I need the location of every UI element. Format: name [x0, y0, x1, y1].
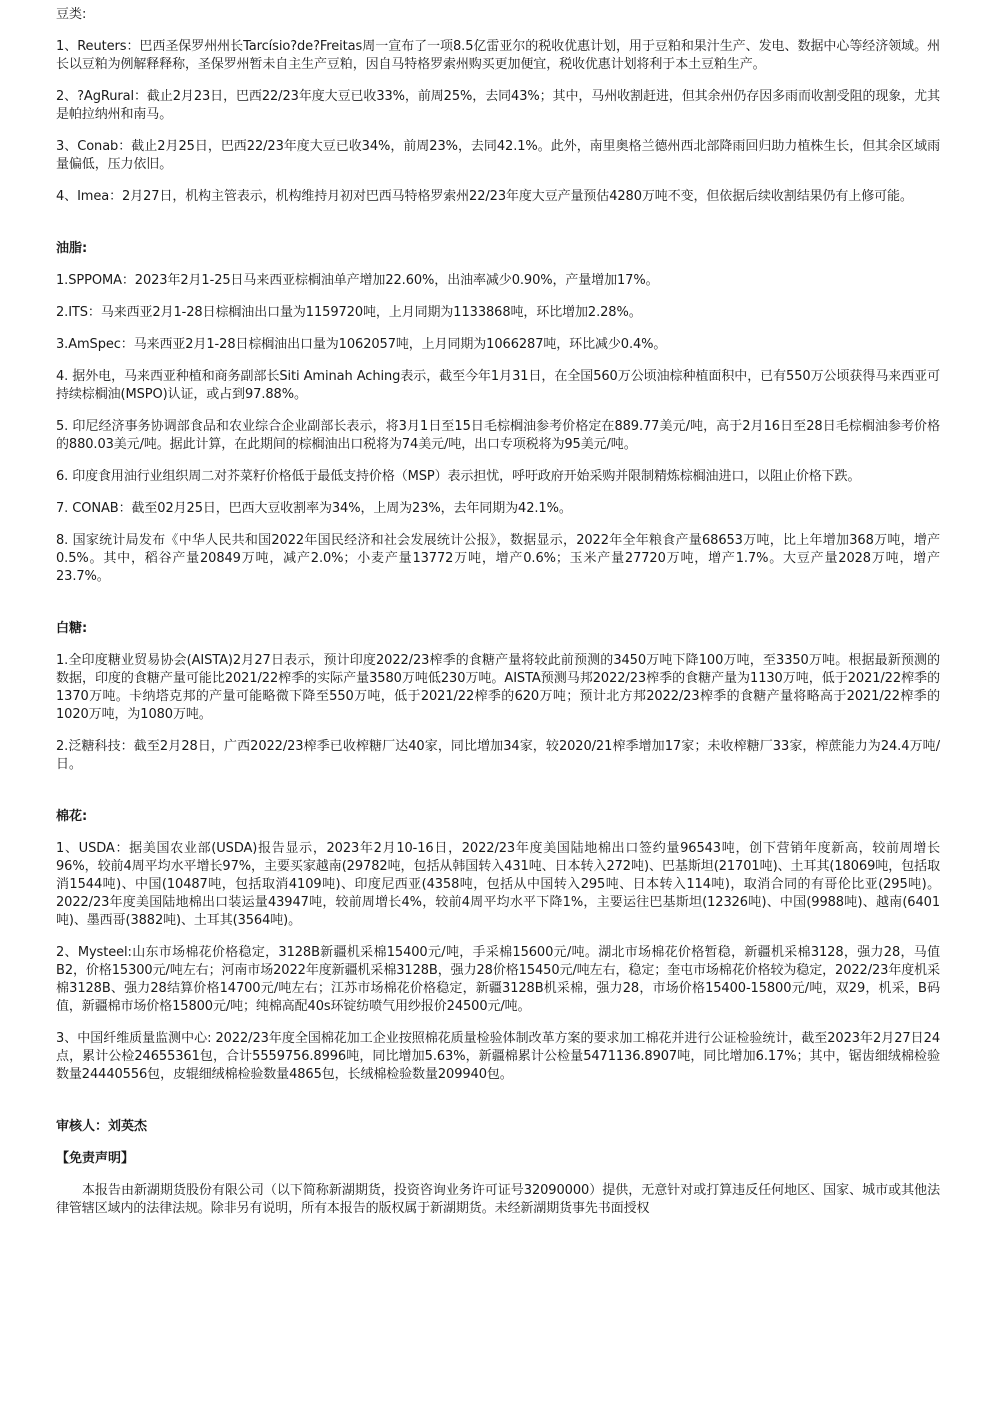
oils-item-6: 6. 印度食用油行业组织周二对芥菜籽价格低于最低支持价格（MSP）表示担忧，呼吁政府开始采购并限制精炼棕榈油进口，以阻止价格下跌。	[56, 469, 861, 484]
soy-item-4: 4、Imea：2月27日，机构主管表示，机构维持月初对巴西马特格罗索州22/23年度大豆产量预估4280万吨不变，但依据后续收割结果仍有上修可能。	[56, 189, 913, 204]
oils-item-5: 5. 印尼经济事务协调部食品和农业综合企业副部长表示，将3月1日至15日毛棕榈油参考价格定在889.77美元/吨，高于2月16日至28日毛棕榈油参考价格的880.03美元/吨。据此计算，在此期间的棕榈油出口税将为74美元/吨，出口专项税将为95美元/吨。	[56, 419, 940, 452]
soy-item-2: 2、?AgRural：截止2月23日，巴西22/23年度大豆已收33%，前周25%，去同43%；其中，马州收割赶进，但其余州仍存因多雨而收割受阻的现象，尤其是帕拉纳州和南马。	[56, 89, 940, 122]
oils-item-8: 8. 国家统计局发布《中华人民共和国2022年国民经济和社会发展统计公报》，数据显示，2022年全年粮食产量68653万吨，比上年增加368万吨，增产0.5%。其中，稻谷产量20849万吨，减产2.0%；小麦产量13772万吨，增产0.6%；玉米产量27720万吨，增产1.7%。大豆产量2028万吨，增产23.7%。	[56, 533, 940, 584]
oils-item-3: 3.AmSpec：马来西亚2月1-28日棕榈油出口量为1062057吨，上月同期为1066287吨，环比减少0.4%。	[56, 337, 667, 352]
cotton-item-3: 3、中国纤维质量监测中心: 2022/23年度全国棉花加工企业按照棉花质量检验体制改革方案的要求加工棉花并进行公证检验统计，截至2023年2月27日24点，累计公检24655361包，合计5559756.8996吨，同比增加5.63%，新疆棉累计公检量5471136.8907吨，同比增加6.17%；其中，锯齿细绒棉检验数量24440556包，皮辊细绒棉检验数量4865包，长绒棉检验数量209940包。	[56, 1031, 940, 1082]
disclaimer-title: 【免责声明】	[56, 1151, 135, 1166]
sugar-item-2: 2.泛糖科技：截至2月28日，广西2022/23榨季已收榨糖厂达40家，同比增加34家，较2020/21榨季增加17家；未收榨糖厂33家，榨蔗能力为24.4万吨/日。	[56, 739, 940, 772]
section-title-soy: 豆类:	[56, 7, 87, 22]
oils-item-4: 4. 据外电，马来西亚种植和商务副部长Siti Aminah Aching表示，截至今年1月31日，在全国560万公顷油棕种植面积中，已有550万公顷获得马来西亚可持续棕榈油(MSPO)认证，或占到97.88%。	[56, 369, 940, 402]
cotton-item-1: 1、USDA：据美国农业部(USDA)报告显示，2023年2月10-16日，2022/23年度美国陆地棉出口签约量96543吨，创下营销年度新高，较前周增长96%，较前4周平均水平增长97%，主要买家越南(29782吨，包括从韩国转入431吨、日本转入272吨)、巴基斯坦(21701吨)、土耳其(18069吨，包括取消1544吨)、中国(10487吨，包括取消4109吨)、印度尼西亚(4358吨，包括从中国转入295吨、日本转入114吨)，取消合同的有哥伦比亚(295吨)。2022/23年度美国陆地棉出口装运量43947吨，较前周增长4%，较前4周平均水平下降1%，主要运往巴基斯坦(12326吨)、中国(9988吨)、越南(6401吨)、墨西哥(3882吨)、土耳其(3564吨)。	[56, 841, 940, 928]
reviewer-line: 审核人：刘英杰	[56, 1119, 148, 1134]
oils-item-7: 7. CONAB：截至02月25日，巴西大豆收割率为34%，上周为23%，去年同期为42.1%。	[56, 501, 572, 516]
sugar-item-1: 1.全印度糖业贸易协会(AISTA)2月27日表示，预计印度2022/23榨季的食糖产量将较此前预测的3450万吨下降100万吨，至3350万吨。根据最新预测的数据，印度的食糖产量可能比2021/22榨季的实际产量3580万吨低230万吨。AISTA预测马邦2022/23榨季的食糖产量为1130万吨，低于2021/22榨季的1370万吨。卡纳塔克邦的产量可能略微下降至550万吨，低于2021/22榨季的620万吨；预计北方邦2022/23榨季的食糖产量将略高于2021/22榨季的1020万吨，为1080万吨。	[56, 653, 940, 722]
oils-item-1: 1.SPPOMA：2023年2月1-25日马来西亚棕榈油单产增加22.60%，出油率减少0.90%，产量增加17%。	[56, 273, 659, 288]
report-body	[56, 6, 940, 1218]
section-title-cotton: 棉花:	[56, 809, 88, 824]
soy-item-3: 3、Conab：截止2月25日，巴西22/23年度大豆已收34%，前周23%，去同42.1%。此外，南里奥格兰德州西北部降雨回归助力植株生长，但其余区域雨量偏低，压力依旧。	[56, 139, 940, 172]
disclaimer-text: 本报告由新湖期货股份有限公司（以下简称新湖期货，投资咨询业务许可证号32090000）提供，无意针对或打算违反任何地区、国家、城市或其他法律管辖区域内的法律法规。除非另有说明，所有本报告的版权属于新湖期货。未经新湖期货事先书面授权	[56, 1183, 940, 1216]
section-title-oils: 油脂:	[56, 241, 88, 256]
cotton-item-2: 2、Mysteel:山东市场棉花价格稳定，3128B新疆机采棉15400元/吨，手采棉15600元/吨。湖北市场棉花价格暂稳，新疆机采棉3128，强力28，马值B2，价格15300元/吨左右；河南市场2022年度新疆机采棉3128B，强力28价格15450元/吨左右，稳定；奎屯市场棉花价格较为稳定，2022/23年度机采棉3128B、强力28结算价格14700元/吨左右；江苏市场棉花价格稳定，新疆3128B机采棉，强力28，市场价格15400-15800元/吨，双29，机采，B码值，新疆棉市场价格15800元/吨；纯棉高配40s环锭纺喷气用纱报价24500元/吨。	[56, 945, 940, 1014]
soy-item-1: 1、Reuters：巴西圣保罗州州长Tarcísio?de?Freitas周一宣布了一项8.5亿雷亚尔的税收优惠计划，用于豆粕和果汁生产、发电、数据中心等经济领域。州长以豆粕为例解释释称，圣保罗州暂未自主生产豆粕，因自马特格罗索州购买更加便宜，税收优惠计划将利于本土豆粕生产。	[56, 39, 940, 72]
section-title-sugar: 白糖:	[56, 621, 88, 636]
oils-item-2: 2.ITS：马来西亚2月1-28日棕榈油出口量为1159720吨，上月同期为1133868吨，环比增加2.28%。	[56, 305, 642, 320]
